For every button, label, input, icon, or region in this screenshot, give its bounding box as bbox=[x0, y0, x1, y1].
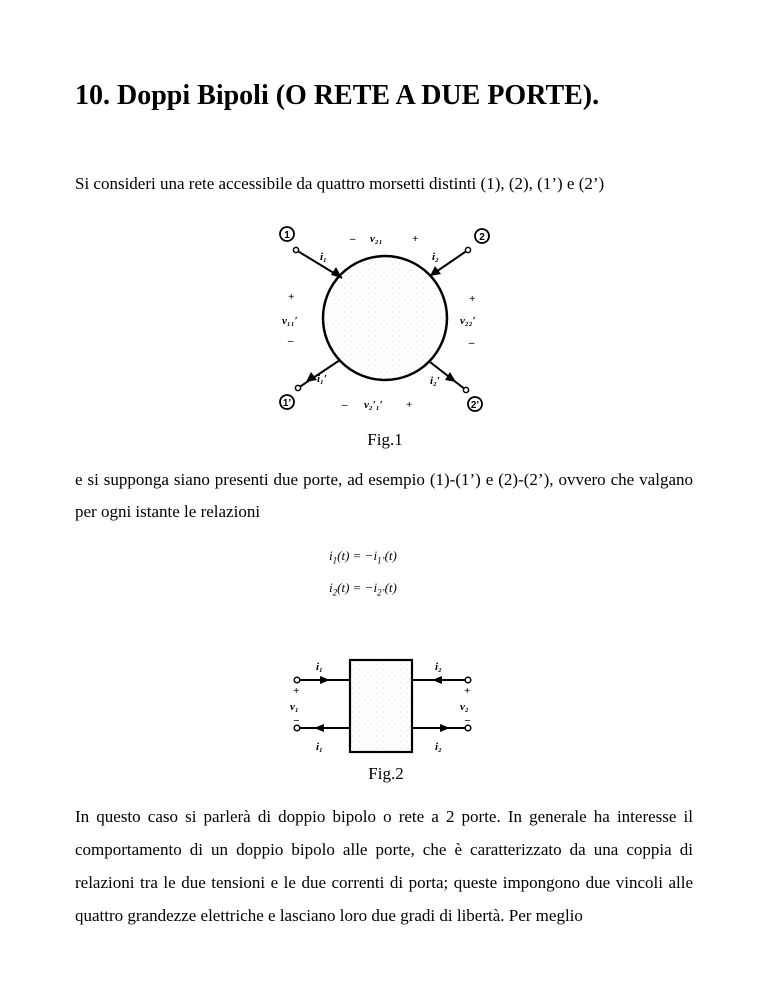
svg-text:v₁: v₁ bbox=[290, 701, 299, 713]
intro-paragraph: Si consideri una rete accessibile da quattro morsetti distinti (1), (2), (1’) e (2’) bbox=[75, 174, 605, 193]
svg-text:+: + bbox=[469, 293, 476, 305]
svg-text:i₁′: i₁′ bbox=[317, 373, 327, 385]
terminal-1 bbox=[280, 227, 294, 241]
figure-2-caption: Fig.2 bbox=[368, 764, 404, 783]
svg-text:i₁: i₁ bbox=[316, 741, 323, 753]
figure-1-network bbox=[272, 220, 502, 420]
svg-text:v₂: v₂ bbox=[460, 701, 469, 713]
svg-text:+: + bbox=[464, 685, 471, 697]
i2-arrow bbox=[430, 266, 441, 276]
svg-text:v₂′₁′: v₂′₁′ bbox=[364, 399, 383, 411]
i2-bottom-arrow bbox=[440, 724, 450, 732]
i1-bottom-arrow bbox=[314, 724, 324, 732]
svg-text:–: – bbox=[288, 335, 294, 347]
svg-text:+: + bbox=[293, 685, 300, 697]
svg-text:v₁₁′: v₁₁′ bbox=[282, 315, 298, 327]
two-port-box bbox=[350, 660, 412, 752]
ports-paragraph: e si supponga siano presenti due porte, ad esempio (1)-(1’) e (2)-(2’), ovvero che valgano per ogni istante le relazioni bbox=[75, 470, 693, 521]
i2p-arrow bbox=[445, 372, 456, 382]
svg-text:v₂₁: v₂₁ bbox=[370, 233, 383, 245]
section-title: 10. Doppi Bipoli (O RETE A DUE PORTE). bbox=[75, 80, 600, 111]
svg-text:2: 2 bbox=[479, 232, 485, 243]
equation-1: $i_1(t) = -i_{1’}(t)$ bbox=[329, 548, 397, 566]
svg-text:i₁: i₁ bbox=[316, 661, 323, 673]
i2-top-arrow bbox=[432, 676, 442, 684]
svg-text:+: + bbox=[406, 399, 413, 411]
svg-text:1’: 1’ bbox=[282, 398, 292, 409]
svg-text:i₁: i₁ bbox=[320, 251, 327, 263]
svg-text:+: + bbox=[412, 233, 419, 245]
svg-text:–: – bbox=[469, 337, 475, 349]
network-circle bbox=[323, 256, 447, 380]
svg-text:i₂: i₂ bbox=[435, 741, 442, 753]
svg-text:i₂: i₂ bbox=[435, 661, 442, 673]
svg-text:−: − bbox=[293, 715, 300, 727]
svg-text:2’: 2’ bbox=[470, 400, 480, 411]
svg-text:v₂₂′: v₂₂′ bbox=[460, 315, 476, 327]
i1-top-arrow bbox=[320, 676, 330, 684]
svg-text:i₂′: i₂′ bbox=[430, 375, 440, 387]
terminal-2-prime bbox=[468, 397, 482, 411]
terminal-1-prime bbox=[280, 395, 294, 409]
svg-text:i₂: i₂ bbox=[432, 251, 439, 263]
svg-text:+: + bbox=[288, 291, 295, 303]
two-port-paragraph: In questo caso si parlerà di doppio bipolo o rete a 2 porte. In generale ha interesse il comportamento di un doppio bipolo alle porte, che è caratterizzato da una coppia di relazioni tra le due tensioni e le due correnti di porta; queste impongono due vincoli alle quattro grandezze elettriche e lasciano loro due gradi di libertà. Per meglio bbox=[75, 807, 693, 925]
svg-text:–: – bbox=[342, 399, 348, 411]
terminal-2 bbox=[475, 229, 489, 243]
i1-arrow bbox=[331, 267, 342, 278]
figure-1-caption: Fig.1 bbox=[367, 430, 403, 449]
svg-text:−: − bbox=[464, 715, 471, 727]
svg-text:–: – bbox=[350, 233, 356, 245]
equation-2: $i_2(t) = -i_{2’}(t)$ bbox=[329, 580, 397, 598]
figure-2-two-port bbox=[280, 650, 490, 760]
svg-text:1: 1 bbox=[284, 230, 290, 241]
